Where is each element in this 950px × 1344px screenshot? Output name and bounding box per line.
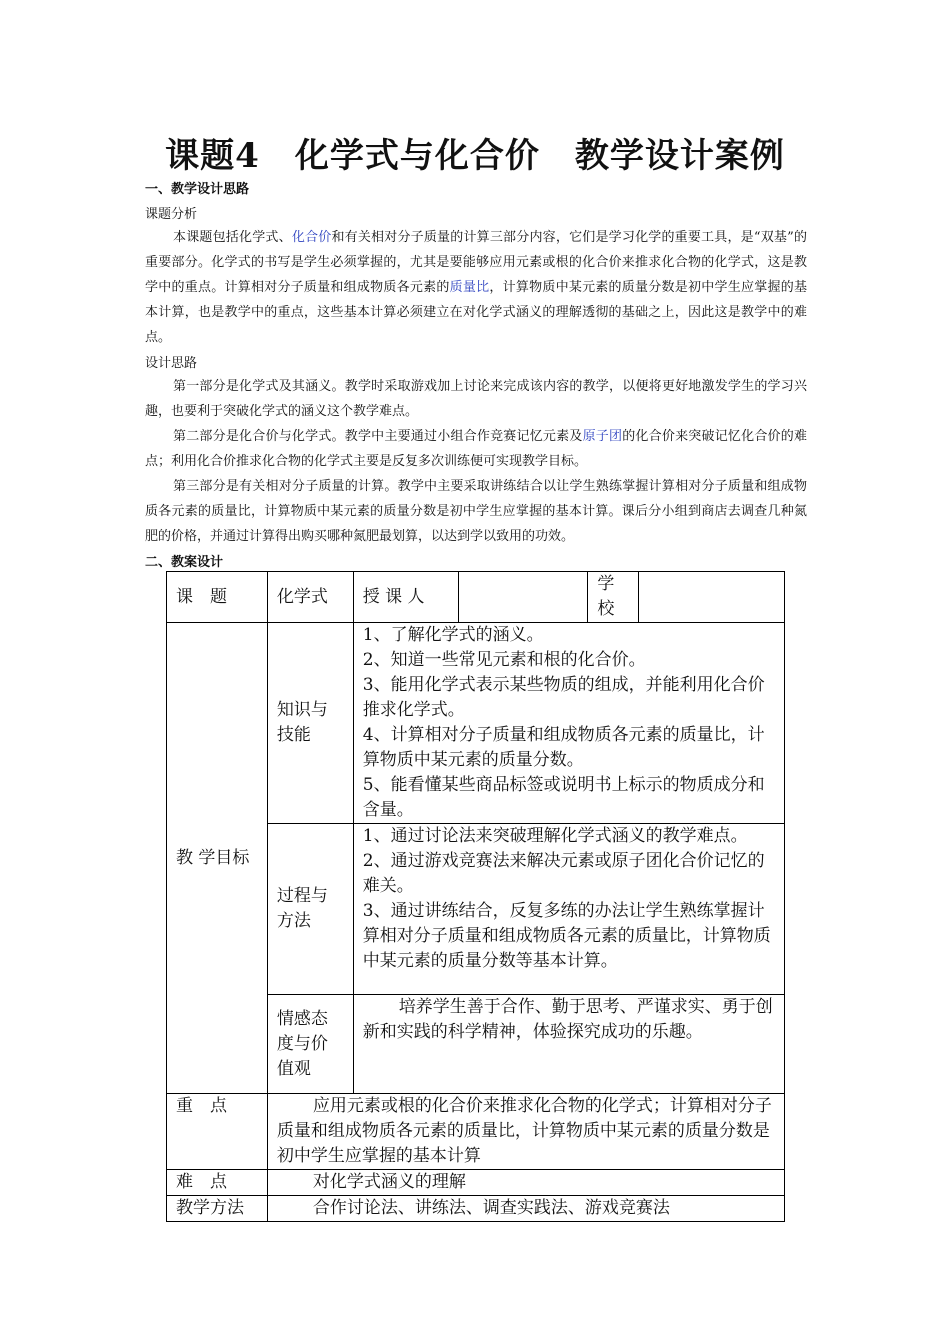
- knowledge-item: 2、知道一些常见元素和根的化合价。: [362, 650, 646, 670]
- paragraph-topic-analysis: [145, 225, 807, 350]
- process-item: 1、通过讨论法来突破理解化学式涵义的教学难点。: [362, 826, 748, 846]
- cell-difficulty-label: 难 点: [167, 1170, 268, 1196]
- cell-school-label: 学校: [588, 572, 639, 623]
- cell-key-point-content: 应用元素或根的化合价来推求化合物的化学式；计算相对分子质量和组成物质各元素的质量比，计算物质中某元素的质量分数是初中学生应掌握的基本计算: [267, 1094, 784, 1170]
- text-span: 本课题包括化学式、: [173, 230, 292, 245]
- cell-method-content: 合作讨论法、讲练法、调查实践法、游戏竞赛法: [267, 1196, 784, 1222]
- knowledge-item: 1、了解化学式的涵义。: [362, 625, 544, 645]
- subheading-topic-analysis: 课题分析: [145, 207, 198, 222]
- lesson-plan-table: [166, 571, 785, 1222]
- cell-emotion-content: 培养学生善于合作、勤于思考、严谨求实、勇于创新和实践的科学精神，体验探究成功的乐趣。: [353, 995, 784, 1094]
- cell-knowledge-label: 知识与技能: [267, 623, 353, 824]
- document-title: 课题4 化学式与化合价 教学设计案例: [165, 136, 785, 176]
- cell-teacher-value: [458, 572, 588, 623]
- table-row: [167, 1170, 785, 1196]
- link-mass-ratio[interactable]: 质量比: [449, 280, 490, 295]
- cell-knowledge-content: [353, 623, 784, 824]
- cell-process-label: 过程与方法: [267, 824, 353, 995]
- cell-process-content: [353, 824, 784, 995]
- subheading-design-ideas: 设计思路: [145, 356, 198, 371]
- text-span: 和有关相对分子质量的计算三部分内容，它们是学习化学的重要工具，是“双基”的重要部分。化学式的书写是学生必须掌握的，尤其是要能够应用元素或根的化合价来推求化合物的化学式，这是教学中的重点。计算相对分子质量和组成物质各元素的: [145, 230, 807, 295]
- cell-difficulty-content: 对化学式涵义的理解: [267, 1170, 784, 1196]
- text-span: 的化合价来突破记忆化合价的难点；利用化合价推求化合物的化学式主要是反复多次训练便可实现教学目标。: [145, 429, 807, 469]
- table-row: [167, 1094, 785, 1170]
- cell-emotion-label: 情感态度与价值观: [267, 995, 353, 1094]
- cell-key-point-label: 重 点: [167, 1094, 268, 1170]
- section-heading-design-ideas: 一、教学设计思路: [145, 182, 250, 197]
- knowledge-item: 4、计算相对分子质量和组成物质各元素的质量比，计算物质中某元素的质量分数。: [362, 725, 765, 770]
- cell-method-label: 教学方法: [167, 1196, 268, 1222]
- table-row: [167, 623, 785, 824]
- paragraph-part-three: 第三部分是有关相对分子质量的计算。教学中主要采取讲练结合以让学生熟练掌握计算相对分子质量和组成物质各元素的质量比，计算物质中某元素的质量分数是初中学生应掌握的基本计算。课后分小组到商店去调查几种氮肥的价格，并通过计算得出购买哪种氮肥最划算，以达到学以致用的功效。: [145, 479, 807, 544]
- cell-teaching-goals-label: 教 学目标: [167, 623, 268, 1094]
- link-valence[interactable]: 化合价: [291, 230, 332, 245]
- process-item: 3、通过讲练结合，反复多练的办法让学生熟练掌握计算相对分子质量和组成物质各元素的质量比，计算物质中某元素的质量分数等基本计算。: [362, 901, 771, 971]
- text-span: ，计算物质中某元素的质量分数是初中学生应掌握的基本计算，也是教学中的重点，这些基本计算必须建立在对化学式涵义的理解透彻的基础之上，因此这是教学中的难点。: [145, 280, 807, 345]
- knowledge-item: 3、能用化学式表示某些物质的组成，并能利用化合价推求化学式。: [362, 675, 765, 720]
- cell-teacher-label: 授 课 人: [353, 572, 458, 623]
- process-item: 2、通过游戏竞赛法来解决元素或原子团化合价记忆的难关。: [362, 851, 765, 896]
- paragraph-part-one: 第一部分是化学式及其涵义。教学时采取游戏加上讨论来完成该内容的教学，以便将更好地激发学生的学习兴趣，也要利于突破化学式的涵义这个教学难点。: [145, 379, 807, 419]
- cell-topic-value: 化学式: [267, 572, 353, 623]
- cell-topic-label: 课 题: [167, 572, 268, 623]
- link-atomic-group[interactable]: 原子团: [582, 429, 623, 444]
- cell-school-value: [639, 572, 785, 623]
- section-heading-lesson-plan: 二、教案设计: [145, 555, 224, 570]
- text-span: 第二部分是化合价与化学式。教学中主要通过小组合作竞赛记忆元素及: [173, 429, 583, 444]
- table-row: [167, 1196, 785, 1222]
- paragraph-part-two: [145, 424, 807, 474]
- table-row: [167, 572, 785, 623]
- knowledge-item: 5、能看懂某些商品标签或说明书上标示的物质成分和含量。: [362, 775, 765, 820]
